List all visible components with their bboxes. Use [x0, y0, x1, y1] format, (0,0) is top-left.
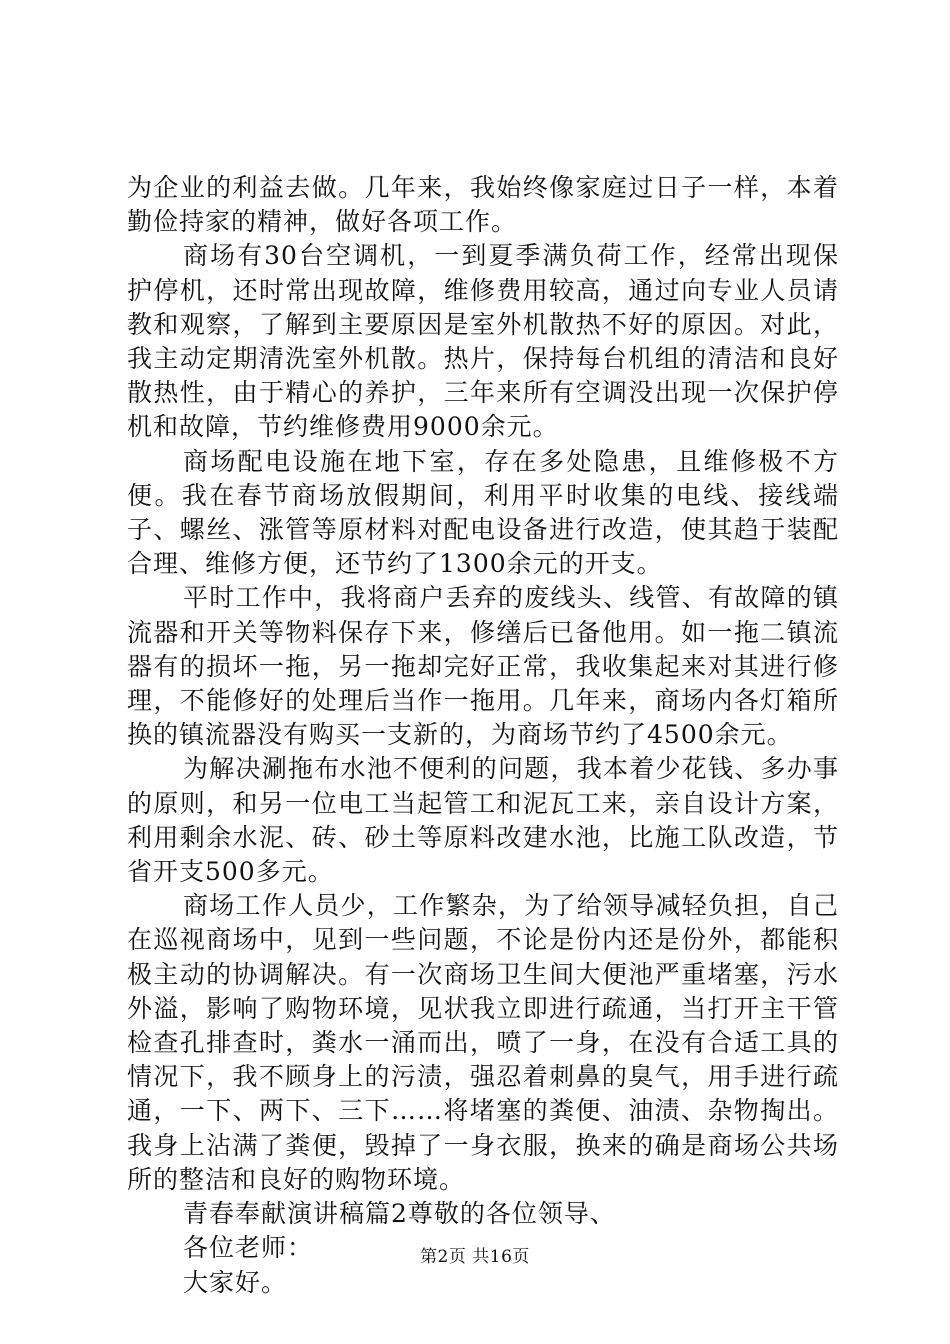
paragraph-1: 为企业的利益去做。几年来，我始终像家庭过日子一样，本着勤俭持家的精神，做好各项工作。 — [127, 173, 839, 237]
paragraph-3: 商场配电设施在地下室，存在多处隐患，且维修极不方便。我在春节商场放假期间，利用平时收集的电线、接线端子、螺丝、涨管等原材料对配电设备进行改造，使其趋于装配合理、维修方便，还节约了1300余元的开支。 — [127, 446, 839, 579]
page-number-footer: 第2页 共16页 — [420, 1247, 530, 1267]
paragraph-5: 为解决涮拖布水池不便利的问题，我本着少花钱、多办事的原则，和另一位电工当起管工和泥瓦工来，亲自设计方案，利用剩余水泥、砖、砂土等原料改建水池，比施工队改造，节省开支500多元。 — [127, 754, 839, 887]
paragraph-2: 商场有30台空调机，一到夏季满负荷工作，经常出现保护停机，还时常出现故障，维修费用较高，通过向专业人员请教和观察，了解到主要原因是室外机散热不好的原因。对此，我主动定期清洗室外机散。热片，保持每台机组的清洁和良好散热性，由于精心的养护，三年来所有空调没出现一次保护停机和故障，节约维修费用9000余元。 — [127, 241, 839, 442]
speech-title-line: 青春奉献演讲稿篇2尊敬的各位领导、 — [183, 1199, 616, 1229]
paragraph-6: 商场工作人员少，工作繁杂，为了给领导减轻负担，自己在巡视商场中，见到一些问题，不论是份内还是份外，都能积极主动的协调解决。有一次商场卫生间大便池严重堵塞，污水外溢，影响了购物环境，见状我立即进行疏通，当打开主干管检查孔排查时，粪水一涌而出，喷了一身，在没有合适工具的情况下，我不顾身上的污渍，强忍着刺鼻的臭气，用手进行疏通，一下、两下、三下……将堵塞的粪便、油渍、杂物掏出。我身上沾满了粪便，毁掉了一身衣服，换来的确是商场公共场所的整洁和良好的购物环境。 — [127, 891, 839, 1194]
greeting-line: 大家好。 — [183, 1267, 288, 1297]
paragraph-4: 平时工作中，我将商户丢弃的废线头、线管、有故障的镇流器和开关等物料保存下来，修缮后已备他用。如一拖二镇流器有的损坏一拖，另一拖却完好正常，我收集起来对其进行修理，不能修好的处理后当作一拖用。几年来，商场内各灯箱所换的镇流器没有购买一支新的，为商场节约了4500余元。 — [127, 583, 839, 750]
document-body — [127, 171, 839, 1300]
salutation-line: 各位老师： — [183, 1233, 314, 1263]
